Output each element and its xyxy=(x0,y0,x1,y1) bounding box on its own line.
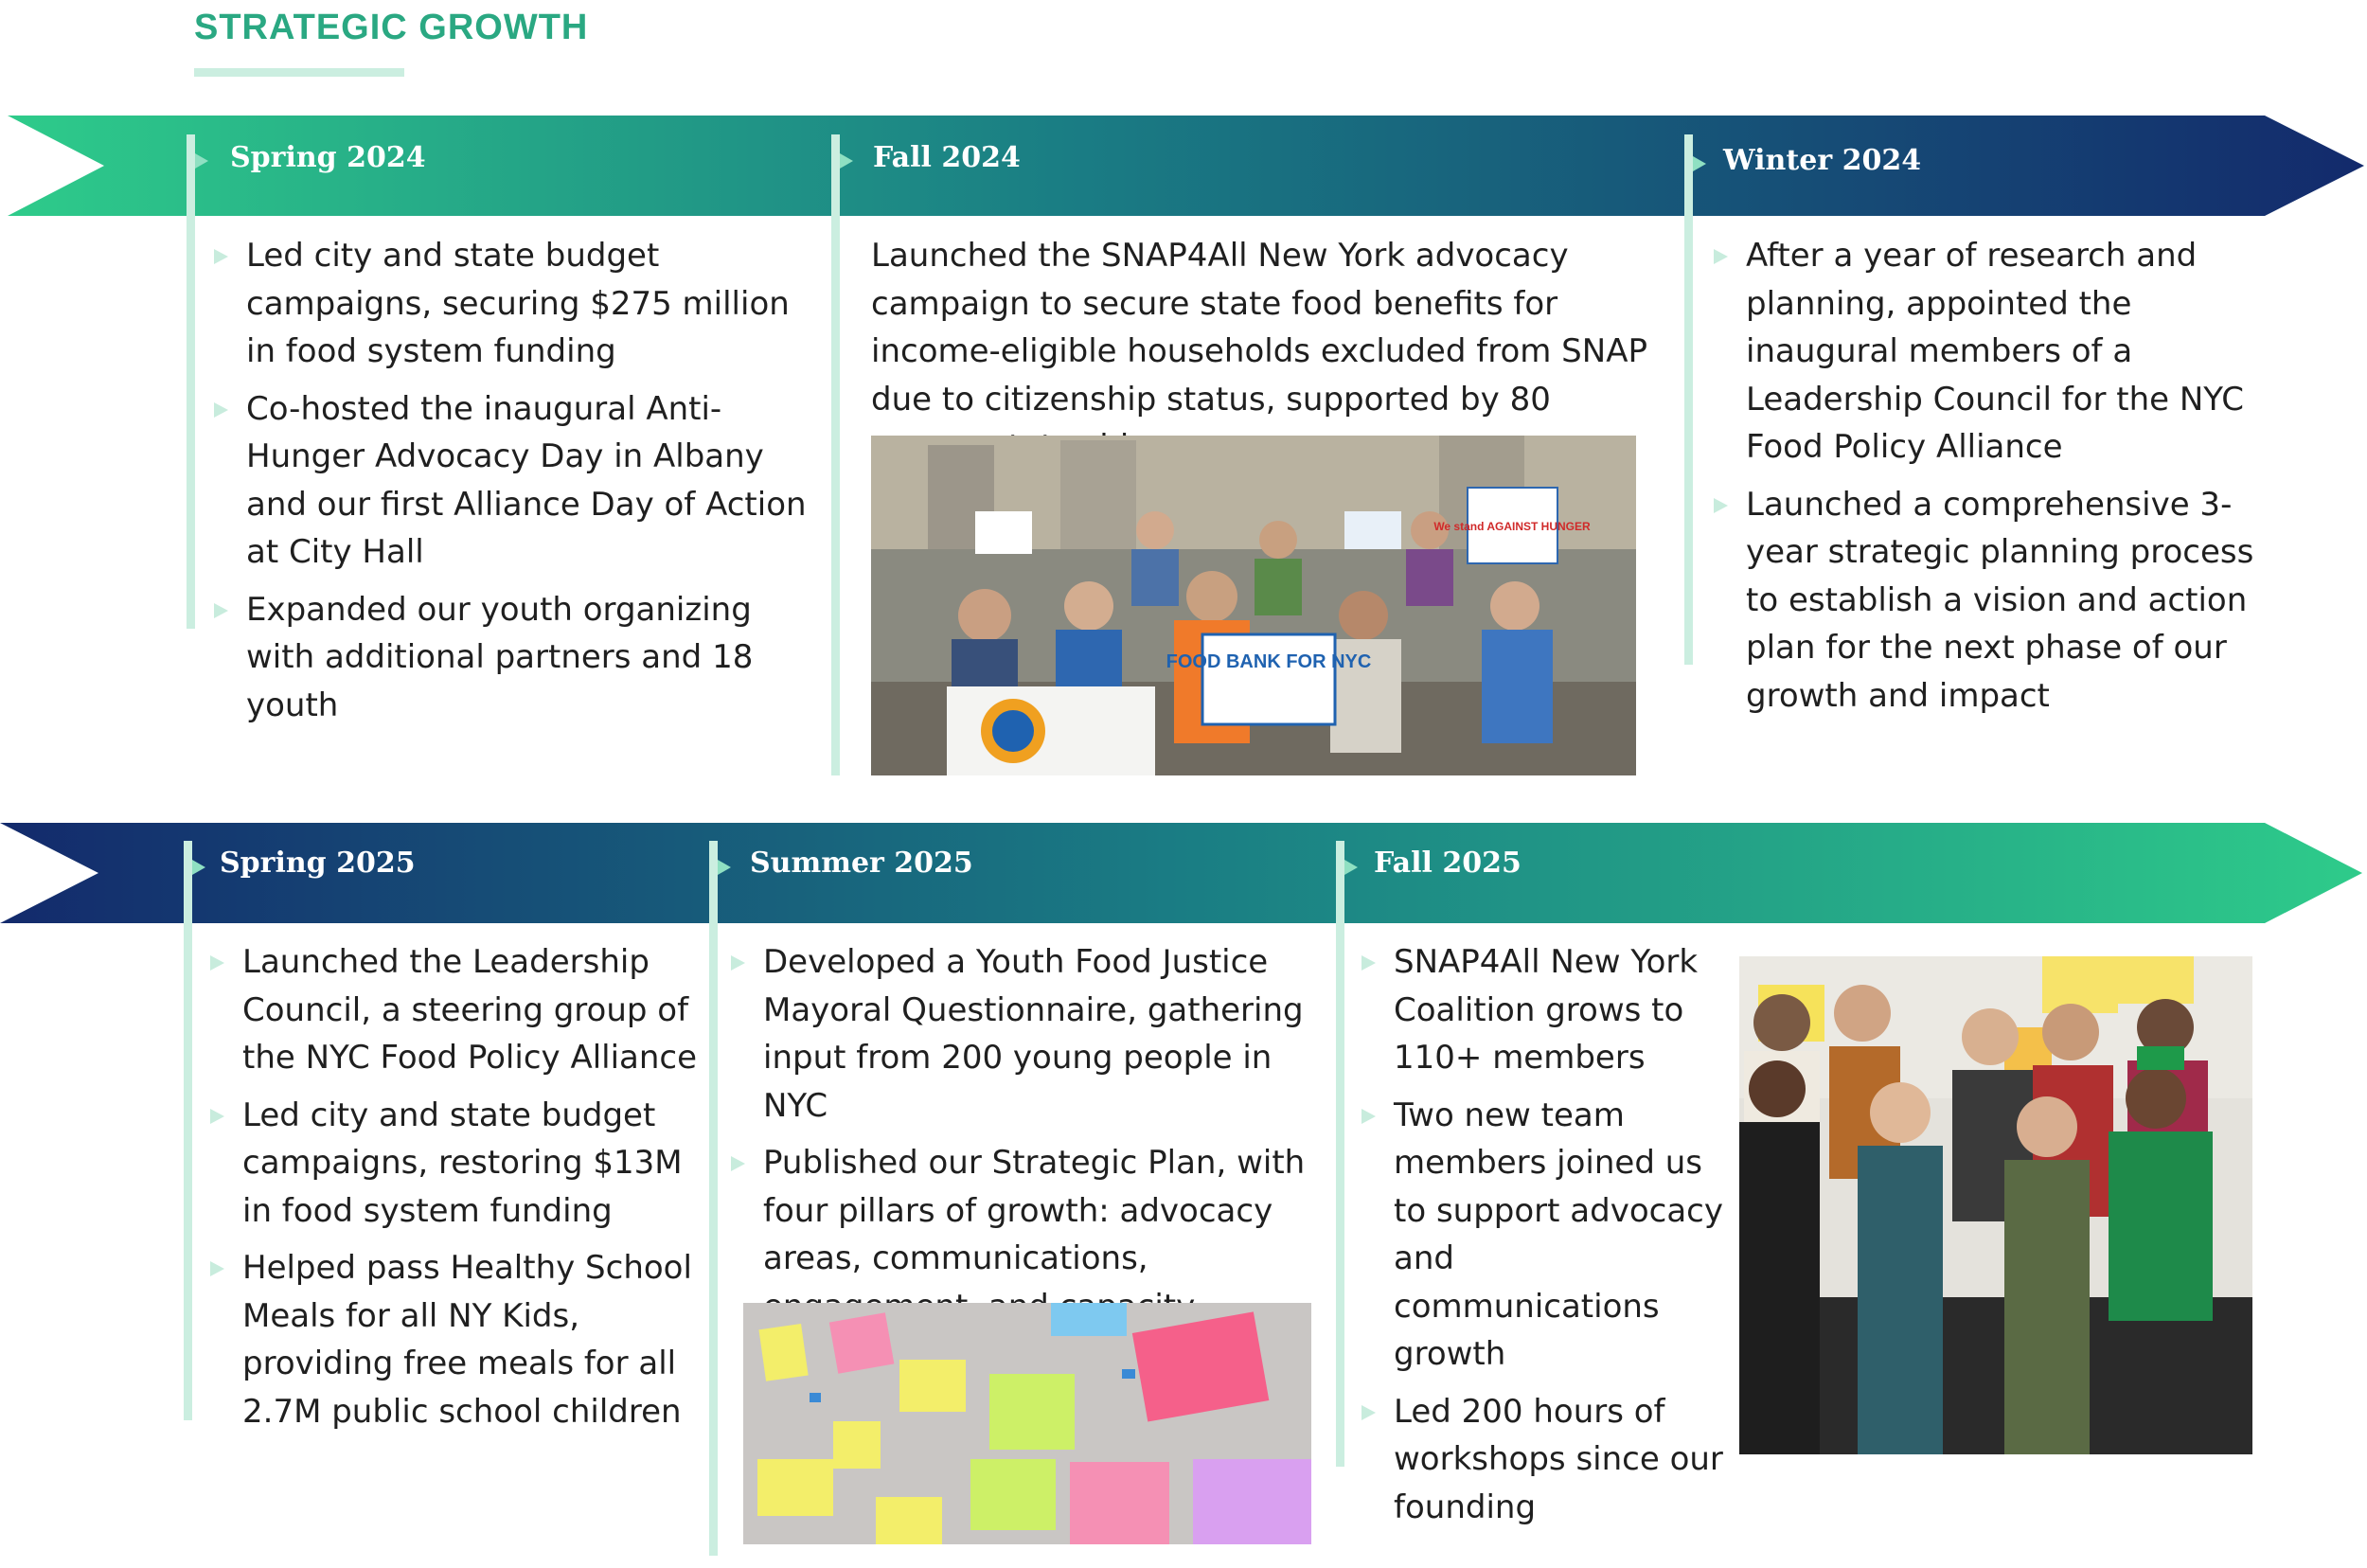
page-title: STRATEGIC GROWTH xyxy=(194,8,589,47)
list-item: Launched a comprehensive 3-year strategic planning process to establish a vision and action plan for the next phase of our growth and impact xyxy=(1712,481,2261,721)
list-item: Published our Strategic Plan, with four pillars of growth: advocacy areas, communications, xyxy=(729,1139,1316,1330)
fall-2025-label: Fall 2025 xyxy=(1374,846,1522,880)
rally-sign-text: FOOD BANK FOR NYC xyxy=(1166,651,1372,672)
bullet-arrow-icon xyxy=(1714,249,1728,264)
list-item: After a year of research and planning, appointed the inaugural members of a Leadership Council for the NYC Food Policy Alliance xyxy=(1712,232,2261,472)
spring-2025-marker-line xyxy=(184,841,192,1420)
fall-2024-flag-icon xyxy=(840,153,853,169)
fall-2024-description: Launched the SNAP4All New York advocacy campaign to secure state food benefits for income-eligible households excluded from SNAP due to citizenship status, supported by 80 xyxy=(871,237,1647,419)
spring-2024-marker-line xyxy=(187,134,195,629)
bullet-arrow-icon xyxy=(210,955,224,971)
title-underline xyxy=(194,68,404,77)
fall-2025-list xyxy=(1360,938,1724,1541)
list-item: Helped pass Healthy School Meals for all NY Kids, providing free meals for all 2.7M public school children xyxy=(208,1244,701,1435)
list-item: Developed a Youth Food Justice Mayoral Questionnaire, gathering input from 200 young people in NYC xyxy=(729,938,1316,1130)
winter-2024-marker-line xyxy=(1684,134,1693,665)
summer-2025-label: Summer 2025 xyxy=(750,846,973,880)
bullet-arrow-icon xyxy=(214,249,228,264)
spring-2024-label: Spring 2024 xyxy=(230,141,426,174)
list-item: Co-hosted the inaugural Anti-Hunger Advocacy Day in Albany and our first Alliance Day of Action at City Hall xyxy=(212,385,818,577)
fall-2025-marker-line xyxy=(1336,841,1344,1467)
sticky-notes-photo xyxy=(743,1303,1311,1544)
rally-sign-text: We stand AGAINST HUNGER xyxy=(1433,520,1591,533)
list-item: SNAP4All New York Coalition grows to 110+ members xyxy=(1360,938,1724,1082)
winter-2024-label: Winter 2024 xyxy=(1723,144,1922,177)
list-item: Two new team members joined us to support advocacy and communications growth xyxy=(1360,1092,1724,1379)
bullet-arrow-icon xyxy=(731,955,745,971)
spring-2025-flag-icon xyxy=(192,860,205,875)
bullet-arrow-icon xyxy=(210,1109,224,1124)
bullet-arrow-icon xyxy=(214,402,228,418)
rally-photo xyxy=(871,436,1636,775)
summer-2025-flag-icon xyxy=(718,860,731,875)
bullet-arrow-icon xyxy=(1361,955,1376,971)
spring-2025-label: Spring 2025 xyxy=(220,846,416,880)
spring-2024-list xyxy=(212,232,818,739)
list-item: Led city and state budget campaigns, restoring $13M in food system funding xyxy=(208,1092,701,1236)
winter-2024-flag-icon xyxy=(1693,156,1706,171)
fall-2024-marker-line xyxy=(831,134,840,775)
bullet-arrow-icon xyxy=(1361,1405,1376,1420)
winter-2024-list xyxy=(1712,232,2261,729)
bullet-arrow-icon xyxy=(214,603,228,618)
list-item: Led 200 hours of workshops since our founding xyxy=(1360,1388,1724,1532)
spring-2025-list xyxy=(208,938,701,1445)
bullet-arrow-icon xyxy=(1714,498,1728,513)
fall-2024-label: Fall 2024 xyxy=(873,141,1021,174)
bullet-arrow-icon xyxy=(210,1261,224,1276)
bullet-arrow-icon xyxy=(1361,1109,1376,1124)
team-photo xyxy=(1739,956,2252,1454)
summer-2025-marker-line xyxy=(709,841,718,1556)
summer-2025-list xyxy=(729,938,1316,1340)
spring-2024-flag-icon xyxy=(195,153,208,169)
list-item: Expanded our youth organizing with additional partners and 18 youth xyxy=(212,586,818,730)
list-item: Led city and state budget campaigns, securing $275 million in food system funding xyxy=(212,232,818,376)
list-item: Launched the Leadership Council, a steering group of the NYC Food Policy Alliance xyxy=(208,938,701,1082)
fall-2025-flag-icon xyxy=(1344,860,1358,875)
bullet-arrow-icon xyxy=(731,1156,745,1171)
